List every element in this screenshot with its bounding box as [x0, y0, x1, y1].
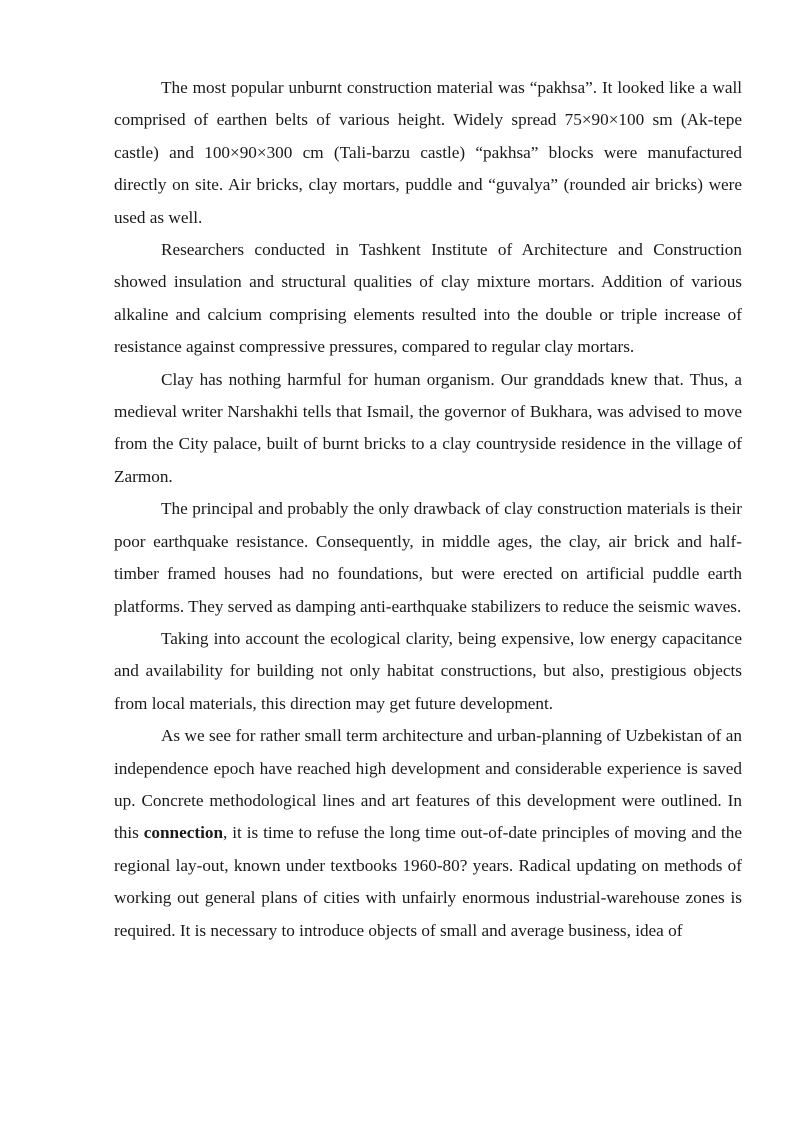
body-text [114, 72, 742, 947]
paragraph-research: Researchers conducted in Tashkent Institute of Architecture and Construction showed insulation and structural qualities of clay mixture mortars. Addition of various alkaline and calcium comprising elements resulted into the double or triple increase of resistance against compressive pressures, compared to regular clay mortars. [114, 240, 742, 357]
paragraph-earthquake: The principal and probably the only drawback of clay construction materials is their poor earthquake resistance. Consequently, in middle ages, the clay, air brick and half-timber framed houses had no foundations, but were erected on artificial puddle earth platforms. They served as damping anti-earthquake stabilizers to reduce the seismic waves. [114, 499, 742, 616]
paragraph-urban-planning [114, 720, 742, 947]
paragraph-ecology: Taking into account the ecological clarity, being expensive, low energy capacitance and availability for building not only habitat constructions, but also, prestigious objects from local materials, this direction may get future development. [114, 628, 742, 713]
paragraph-pakhsa: The most popular unburnt construction material was “pakhsa”. It looked like a wall comprised of earthen belts of various height. Widely spread 75×90×100 sm (Ak-tepe castle) and 100×90×300 cm (Tali-barzu castle) “pakhsa” blocks were manufactured directly on site. Air bricks, clay mortars, puddle and “guvalya” (rounded air bricks) were used as well. [114, 78, 742, 227]
paragraph-text-before-bold: As we see for rather small term architecture and urban-planning of Uzbekistan of an independence epoch have reached high development and considerable experience is saved up. Concrete methodological lines and art features of this development were outlined. In this [114, 726, 742, 843]
paragraph-clay-health: Clay has nothing harmful for human organism. Our granddads knew that. Thus, a medieval writer Narshakhi tells that Ismail, the governor of Bukhara, was advised to move from the City palace, built of burnt bricks to a clay countryside residence in the village of Zarmon. [114, 369, 742, 486]
bold-term: connection [143, 823, 224, 843]
paragraph-text-after-bold: , it is time to refuse the long time out-of-date principles of moving and the regional lay-out, known under textbooks 1960-80? years. Radical updating on methods of working out general plans of cities with unfairly enormous industrial-warehouse zones is required. It is necessary to introduce objects of small and average business, idea of [114, 823, 742, 940]
